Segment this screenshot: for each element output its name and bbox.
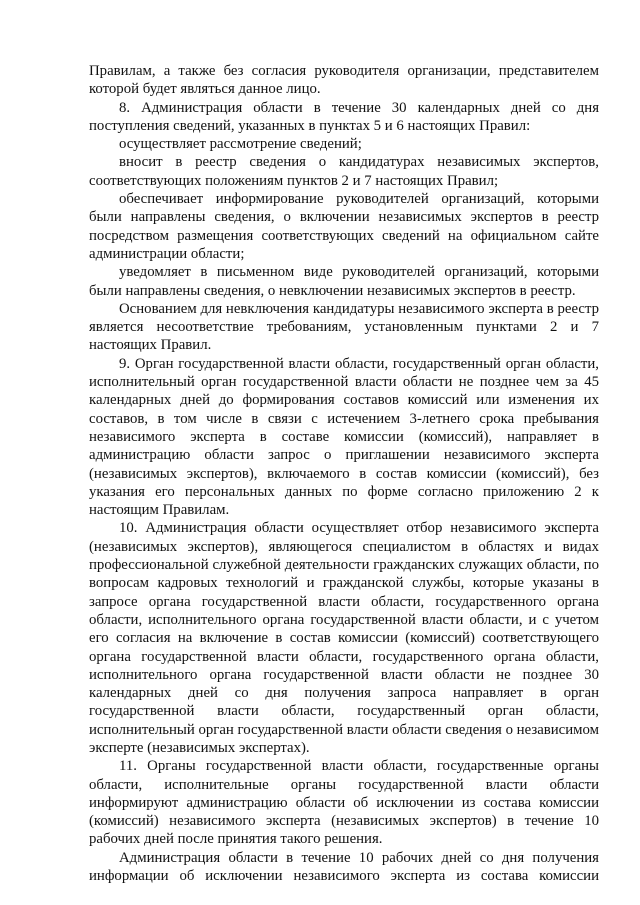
paragraph-item-9: 9. Орган государственной власти области, государственный орган области, исполнительный орган государственной власти области не позднее чем за 45 календарных дней до формирования составов комиссий или изменения их составов, в том числе в связи с истечением 3-летнего срока пребывания независимого эксперта в составе комиссии (комиссий), направляет в администрацию области запрос о приглашении независимого эксперта (независимых экспертов), включаемого в состав комиссии (комиссий), без указания его персональных данных по форме согласно приложению 2 к настоящим Правилам. (89, 355, 599, 519)
paragraph-informing: обеспечивает информирование руководителей организаций, которыми были направлены сведения, о включении независимых экспертов в реестр посредством размещения соответствующих сведений на официальном сайте администрации области; (89, 191, 599, 262)
paragraph-registry-entry: вносит в реестр сведения о кандидатурах независимых экспертов, соответствующих положениям пунктов 2 и 7 настоящих Правил; (89, 154, 599, 189)
paragraph-item-11: 11. Органы государственной власти области, государственные органы области, исполнительные органы государственной власти области информируют администрацию области об исключении из состава комиссии (комиссий) независимого эксперта (независимых экспертов) в течение 10 рабочих дней после принятия такого решения. (89, 758, 599, 848)
paragraph-continuation: Правилам, а также без согласия руководителя организации, представителем которой будет являться данное лицо. (89, 63, 599, 98)
paragraph-review: осуществляет рассмотрение сведений; (119, 136, 362, 153)
paragraph-notification: уведомляет в письменном виде руководителей организаций, которыми были направлены сведения, о невключении независимых экспертов в реестр. (89, 264, 599, 299)
paragraph-grounds: Основанием для невключения кандидатуры независимого эксперта в реестр является несоответствие требованиям, установленным пунктами 2 и 7 настоящих Правил. (89, 300, 599, 354)
paragraph-exclusion: Администрация области в течение 10 рабочих дней со дня получения информации об исключении независимого эксперта из состава комиссии (89, 849, 599, 885)
paragraph-item-10: 10. Администрация области осуществляет отбор независимого эксперта (независимых экспертов), являющегося специалистом в областях и видах профессиональной служебной деятельности гражданских служащих области, по вопросам кадровых технологий и гражданской службы, которые указаны в запросе органа государственной власти области, государственного органа области, исполнительного органа государственной власти области, и с учетом его согласия на включение в состав комиссии (комиссий) соответствующего органа государственной власти области, государственного органа области, исполнительного органа государственной власти области не позднее 30 календарных дней со дня получения запроса направляет в орган государственной власти области, государственный орган области, исполнительный орган государственной власти области сведения о независимом эксперте (независимых экспертах). (89, 520, 599, 756)
paragraph-item-8: 8. Администрация области в течение 30 календарных дней со дня поступления сведений, указанных в пунктах 5 и 6 настоящих Правил: (89, 99, 599, 134)
